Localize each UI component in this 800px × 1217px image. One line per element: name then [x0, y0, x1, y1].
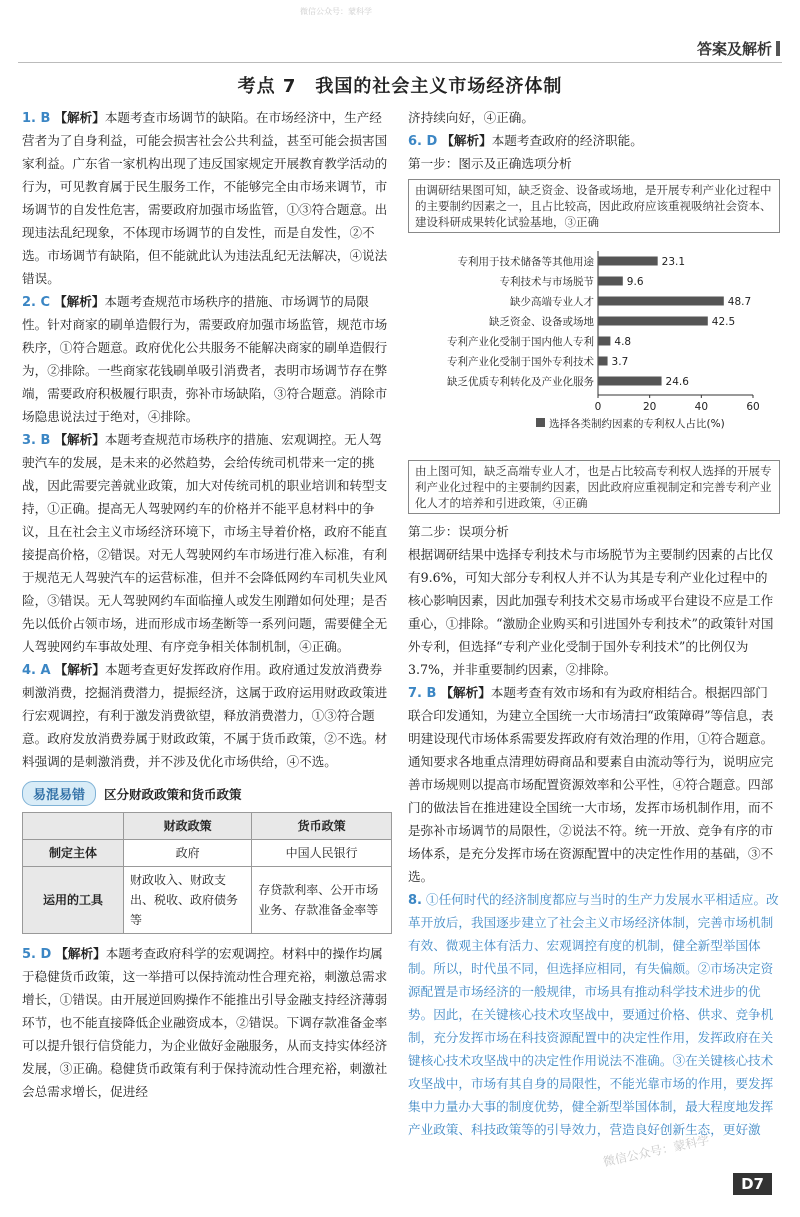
section-tag-label: 答案及解析: [696, 40, 772, 58]
bar-value-label: 23.1: [661, 256, 686, 268]
answer-text: 本题考查市场调节的缺陷。在市场经济中，生产经营者为了自身利益，可能会损害社会公共利益，甚至可能会损害国家利益。广东省一家机构出现了违反国家规定开展教育教学活动的行为，可见教育属于民生服务工作，不能够完全由市场来调节，市场调节的自发性危害，需要政府加强市场监管，①③符合题意。出现违法乱纪现象，不体现市场调节的自发性，而是自发性，②不选。市场调节有缺陷，但不能就此认为违法乱纪无法解决，④说法错误。: [22, 110, 388, 286]
category-label: 缺乏资金、设备或场地: [489, 316, 594, 328]
legend-swatch: [536, 418, 545, 427]
bar: [598, 297, 724, 306]
table-header-row: [23, 813, 392, 840]
bar: [598, 317, 708, 326]
answer-7: [408, 681, 780, 888]
category-label: 缺乏优质专利转化及产业化服务: [447, 376, 594, 388]
analysis-tag: 【解析】: [441, 133, 492, 148]
bar: [598, 377, 662, 386]
section-tag: [697, 38, 780, 59]
analysis-tag: 【解析】: [54, 432, 105, 447]
bar-value-label: 42.5: [711, 316, 736, 328]
answer-number: 6. D: [408, 134, 438, 149]
table-cell: 政府: [124, 840, 252, 867]
table-cell: 中国人民银行: [252, 840, 392, 867]
category-label: 专利用于技术储备等其他用途: [457, 256, 594, 268]
analysis-tag: 【解析】: [440, 685, 491, 700]
bar-value-label: 48.7: [727, 296, 752, 308]
answer-8: [408, 888, 780, 1141]
answer-number: 8.: [408, 893, 422, 908]
x-tick-label: 40: [694, 401, 709, 413]
answer-number: 2. C: [22, 295, 51, 310]
answer-text: 本题考查政府的经济职能。: [491, 133, 643, 148]
analysis-tag: 【解析】: [54, 110, 105, 125]
step-one-heading: 第一步：图示及正确选项分析: [408, 156, 572, 171]
table-cell: 存贷款利率、公开市场业务、存款准备金率等: [252, 867, 392, 934]
bar: [598, 357, 608, 366]
bar: [598, 277, 623, 286]
header-rule: [18, 62, 782, 63]
table-header-cell: [23, 813, 124, 840]
answer-5-continued: 济持续向好，④正确。: [408, 110, 534, 125]
category-label: 专利技术与市场脱节: [499, 276, 594, 288]
answer-3: [22, 428, 392, 658]
answer-number: 4. A: [22, 663, 51, 678]
policy-comparison-table: [22, 812, 392, 934]
analysis-tag: 【解析】: [55, 946, 106, 961]
answer-text: ①任何时代的经济制度都应与当时的生产力发展水平相适应。改革开放后，我国逐步建立了社会主义市场经济体制，完善市场机制有效、微观主体有活力、宏观调控有度的机制，健全新型举国体制。所以，时代虽不同，但选择应相同，有失偏颇。②市场决定资源配置是市场经济的一般规律，市场具有推动科学技术进步的优势。因此，在关键核心技术攻坚战中，要通过价格、供求、竞争机制，充分发挥市场在科技资源配置中的决定性作用，发挥政府在关键核心技术攻坚战中的决定性作用说法不准确。③在关键核心技术攻坚战中，市场有其自身的局限性，不能光靠市场的作用，要发挥集中力量办大事的制度优势，健全新型举国体制，最大程度地发挥产业政策、科技政策等的引导效力，营造良好创新生态，更好激: [408, 892, 779, 1137]
page-title: 考点 7 我国的社会主义市场经济体制: [237, 76, 563, 97]
x-tick-label: 60: [746, 401, 760, 413]
x-tick-label: 20: [642, 401, 657, 413]
page-number: D7: [733, 1173, 772, 1195]
right-column: [408, 106, 780, 1141]
table-header-cell: 货币政策: [252, 813, 392, 840]
answer-text: 本题考查规范市场秩序的措施、宏观调控。无人驾驶汽车的发展，是未来的必然趋势，会给传统司机带来一定的挑战，因此需要完善就业政策，加大对传统司机的职业培训和转型支持，①正确。提高无人驾驶网约车的价格并不能平息材料中的争议，且在社会主义市场经济环境下，市场主导着价格，政府不能直接提高价格，②错误。对无人驾驶网约车市场进行准入标准，有利于规范无人驾驶汽车的运营标准，但并不会降低网约车司机失业风险，③错误。无人驾驶网约车面临撞人或发生刚蹭如何处理；是否先以低价占领市场，进而形成市场垄断等一系列问题，需要健全无人驾驶网约车事故处理、有序竞争相关体制机制，④正确。: [22, 432, 388, 654]
answer-number: 1. B: [22, 111, 51, 126]
bar: [598, 337, 610, 346]
watermark: 微信公众号：蒙科学: [601, 1132, 711, 1170]
bar-value-label: 9.6: [626, 276, 644, 288]
tip-title: 区分财政政策和货币政策: [104, 786, 242, 802]
category-label: 专利产业化受制于国内他人专利: [447, 336, 594, 348]
row-header: 运用的工具: [23, 867, 124, 934]
answer-text: 本题考查规范市场秩序的措施、市场调节的局限性。针对商家的刷单造假行为，需要政府加强市场监管，规范市场秩序，①符合题意。政府优化公共服务不能解决商家的刷单造假行为，②排除。一些商家花钱刷单吸引消费者，表明市场调节存在弊端，需要政府积极履行职责，弥补市场缺陷，③符合题意。消除市场隐患说法过于绝对，④排除。: [22, 294, 388, 424]
tip-badge: 易混易错: [22, 781, 96, 806]
legend-label: 选择各类制约因素的专利权人占比(%): [549, 418, 725, 430]
top-watermark: 微信公众号：蒙科学: [300, 7, 372, 16]
step-two-heading: 第二步：误项分析: [408, 524, 509, 539]
bar-value-label: 24.6: [665, 376, 689, 388]
category-label: 缺少高端专业人才: [510, 296, 594, 308]
answer-number: 3. B: [22, 433, 51, 448]
row-header: 制定主体: [23, 840, 124, 867]
x-tick-label: 0: [594, 401, 602, 413]
table-header-cell: 财政政策: [124, 813, 252, 840]
answer-number: 5. D: [22, 947, 52, 962]
bar-value-label: 3.7: [611, 356, 629, 368]
tip-header: [22, 781, 392, 806]
answer-2: [22, 290, 392, 428]
bar-chart: [408, 245, 778, 445]
table-row: [23, 867, 392, 934]
left-column: [22, 106, 392, 1103]
bar: [598, 257, 658, 266]
error-analysis-text: 根据调研结果中选择专利技术与市场脱节为主要制约因素的占比仅有9.6%，可知大部分专利权人并不认为其是专利产业化过程中的核心影响因素，因此加强专利技术交易市场或平台建设不应是工作重心，①排除。“激励企业购买和引进国外专利技术”的政策针对国外专利，但选择“专利产业化受制于国外专利技术”的比例仅为3.7%，并非重要制约因素，②排除。: [408, 547, 774, 677]
bar-value-label: 4.8: [614, 336, 632, 348]
answer-6: [408, 129, 780, 152]
analysis-tag: 【解析】: [54, 662, 105, 677]
callout-box-top: 由调研结果图可知，缺乏资金、设备或场地，是开展专利产业化过程中的主要制约因素之一，且占比较高，因此政府应该重视吸纳社会资本、建设科研成果转化试验基地，③正确: [408, 179, 780, 233]
callout-box-bottom: 由上图可知，缺乏高端专业人才，也是占比较高专利权人选择的开展专利产业化过程中的主要制约因素，因此政府应重视制定和完善专利产业化人才的培养和引进政策，④正确: [408, 460, 780, 514]
analysis-tag: 【解析】: [54, 294, 105, 309]
category-label: 专利产业化受制于国外专利技术: [447, 356, 594, 368]
table-row: [23, 840, 392, 867]
table-cell: 财政收入、财政支出、税收、政府债务等: [124, 867, 252, 934]
answer-text: 本题考查政府科学的宏观调控。材料中的操作均属于稳健货币政策，这一举措可以保持流动性合理充裕，刺激总需求增长，①错误。由开展逆回购操作不能推出引导金融支持经济薄弱环节，也不能直接降低企业融资成本，②错误。下调存款准备金率可以提升银行信贷能力，为企业做好金融服务，从而支持实体经济发展，③正确。稳健货币政策有利于保持流动性合理充裕，刺激社会总需求增长，促进经: [22, 946, 388, 1099]
answer-text: 本题考查有效市场和有为政府相结合。根据四部门联合印发通知，为建立全国统一大市场清扫“政策障碍”等信息，表明建设现代市场体系需要发挥政府有效治理的作用，①符合题意。通知要求各地重点清理妨碍商品和要素自由流动等行为，说明应完善市场规则以提高市场配置资源效率和公平性，④符合题意。四部门的做法旨在推进建设全国统一大市场，发挥市场机制作用，而不是弥补市场调节的局限性，②说法不符。统一开放、竞争有序的市场体系，是充分发挥市场在资源配置中的决定性作用的基础，③不选。: [408, 685, 774, 884]
answer-text: 本题考查更好发挥政府作用。政府通过发放消费券刺激消费，挖掘消费潜力，提振经济，这属于政府运用财政政策进行宏观调控，有利于激发消费欲望，释放消费潜力，①③符合题意。政府发放消费券属于财政政策，不属于货币政策，②不选。材料强调的是刺激消费，并不涉及优化市场供给，④不选。: [22, 662, 388, 769]
answer-5: [22, 942, 392, 1103]
answer-number: 7. B: [408, 686, 437, 701]
answer-4: [22, 658, 392, 773]
section-tag-bar: [776, 41, 780, 56]
answer-1: [22, 106, 392, 290]
